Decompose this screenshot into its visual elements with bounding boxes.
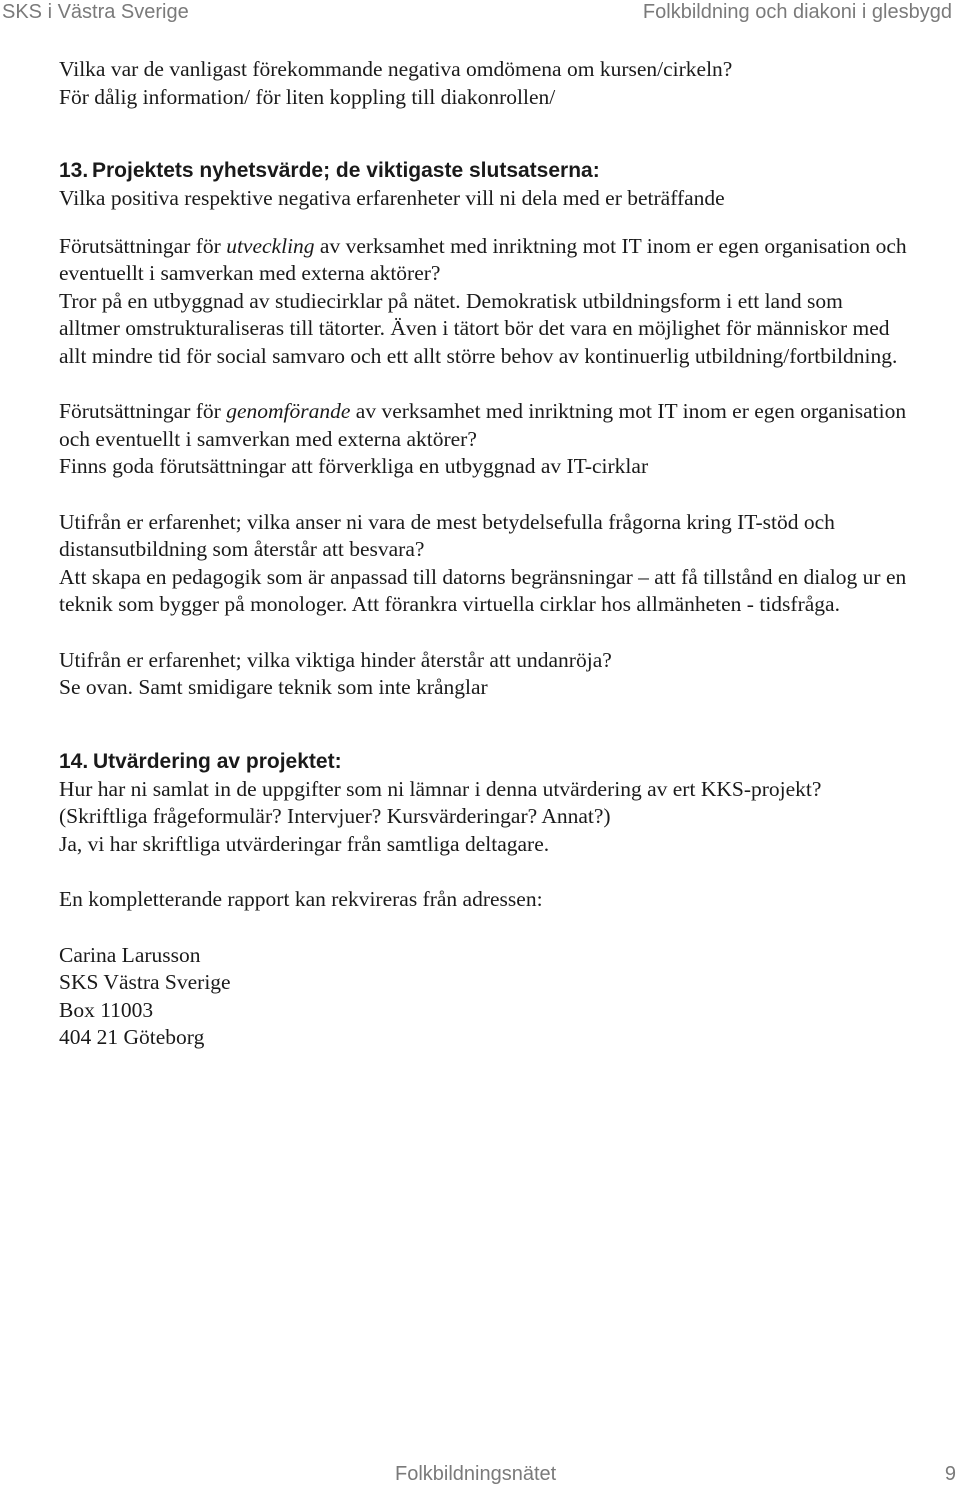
section13-answer-4: Se ovan. Samt smidigare teknik som inte krånglar: [59, 675, 488, 699]
section14-question: Hur har ni samlat in de uppgifter som ni lämnar i denna utvärdering av ert KKS-projekt? (Skriftliga frågeformulär? Intervjuer? Kursvärderingar? Annat?): [59, 776, 822, 828]
section12-answer: För dålig information/ för liten koppling till diakonrollen/: [59, 84, 556, 109]
contact-box: Box 11003: [59, 997, 154, 1022]
contact-city: 404 21 Göteborg: [59, 1025, 205, 1049]
section12-question: Vilka var de vanligast förekommande negativa omdömena om kursen/cirkeln?: [59, 57, 733, 81]
section14-answer: Ja, vi har skriftliga utvärderingar från samtliga deltagare.: [59, 831, 550, 856]
section13-intro: Vilka positiva respektive negativa erfarenheter vill ni dela med er beträffande: [59, 186, 725, 210]
page-number: 9: [944, 1463, 956, 1485]
contact-intro: En kompletterande rapport kan rekvireras från adressen:: [59, 887, 543, 911]
section13-question-3: Utifrån er erfarenhet; vilka anser ni vara de mest betydelsefulla frågorna kring IT-stöd och distansutbildning som återstår att besvara?: [59, 509, 835, 561]
footer-publisher: Folkbildningsnätet: [395, 1463, 557, 1485]
section13-answer-2: Finns goda förutsättningar att förverkliga en utbyggnad av IT-cirklar: [59, 454, 649, 478]
document-body: [59, 56, 909, 1052]
q1-emphasis: utveckling: [226, 233, 315, 258]
q1-text-after: av verksamhet med inriktning mot IT inom er egen organisation och eventuellt i samverkan med externa aktörer?: [59, 233, 907, 285]
section14-heading: [59, 748, 909, 776]
section14-title: Utvärdering av projektet:: [93, 749, 342, 773]
header-left-title: SKS i Västra Sverige: [2, 1, 189, 23]
q2-text-after: av verksamhet med inriktning mot IT inom er egen organisation och eventuellt i samverkan med externa aktörer?: [59, 399, 907, 451]
section13-answer-1: Tror på en utbyggnad av studiecirklar på nätet. Demokratisk utbildningsform i ett land som alltmer omstrukturaliseras till tätorter. Även i tätort bör det vara en möjlighet för människor med allt mindre tid för social samvaro och ett allt större behov av kontinuerlig utbildning/fortbildning.: [59, 288, 898, 368]
section14-number: 14.: [59, 749, 89, 773]
q2-emphasis: genomförande: [226, 399, 351, 423]
section13-question-4: Utifrån er erfarenhet; vilka viktiga hinder återstår att undanröja?: [59, 647, 612, 672]
contact-name: Carina Larusson: [59, 942, 201, 967]
header-right-title: Folkbildning och diakoni i glesbygd: [642, 1, 952, 23]
section13-title: Projektets nyhetsvärde; de viktigaste slutsatserna:: [92, 159, 600, 182]
page-header: [0, 0, 960, 36]
contact-organization: SKS Västra Sverige: [59, 970, 231, 994]
section13-number: 13.: [59, 159, 89, 182]
q2-text-before: Förutsättningar för: [59, 399, 227, 423]
section13-heading: [59, 157, 909, 185]
q1-text-before: Förutsättningar för: [59, 233, 227, 258]
section13-question-2: [59, 398, 909, 453]
section13-question-1: [59, 233, 909, 288]
section13-answer-3: Att skapa en pedagogik som är anpassad till datorns begränsningar – att få tillstånd en dialog ur en teknik som bygger på monologer. Att förankra virtuella cirklar hos allmänheten - tidsfråga.: [59, 564, 907, 616]
